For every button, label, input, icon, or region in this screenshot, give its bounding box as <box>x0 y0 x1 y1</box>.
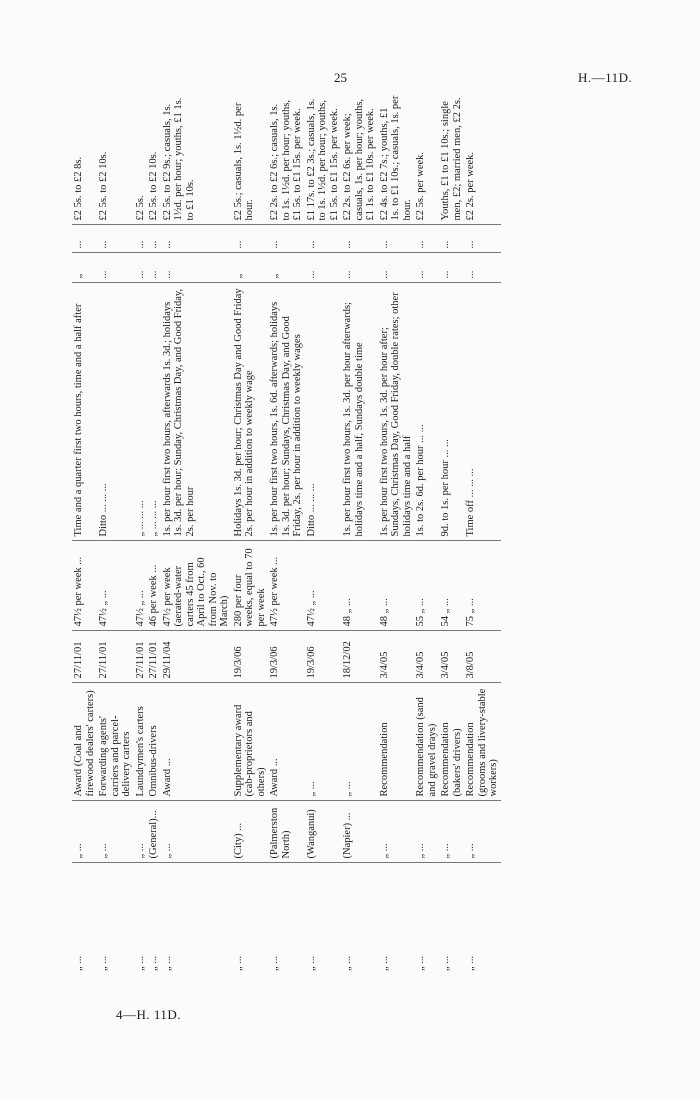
industry-cell: „ ... <box>232 955 244 971</box>
hours-cell: 280 per four weeks, equal to 70 per week <box>232 541 269 631</box>
instrument-cell: „ ... <box>305 683 342 801</box>
instrument-cell: Award ... <box>268 683 305 801</box>
blank-col-2-cell: ... <box>97 225 134 253</box>
instrument-cell: Recommendation (grooms and livery-stable workers) <box>464 683 501 801</box>
instrument-cell: Laundrymen's carters <box>134 683 148 801</box>
wage-cell: £2 5s. to £2 9s.; casuals, 1s. 1½d. per hour; youths, £1 1s. to £1 10s. <box>161 90 232 225</box>
blank-col-2-cell: ... <box>147 225 161 253</box>
industry-cell: „ ... <box>415 955 426 971</box>
date-cell: 3/8/05 <box>464 631 501 683</box>
wage-cell: Youths, £1 to £1 10s.; single men, £2; married men, £2 2s. <box>439 90 464 225</box>
hours-cell: 54 „ ... <box>439 541 464 631</box>
industry-cell: „ ... <box>98 955 109 971</box>
instrument-cell: „ ... <box>341 683 378 801</box>
industry-cell: „ ... <box>305 955 317 971</box>
locality-cell: „ ... <box>72 801 97 863</box>
overtime-cell: Holidays 1s. 3d. per hour; Christmas Day and Good Friday 2s. per hour in addition to weekly wage <box>232 283 269 541</box>
locality-cell: „ ... <box>439 801 464 863</box>
date-cell: 3/4/05 <box>378 631 415 683</box>
hours-cell: 47½ per week ... <box>268 541 305 631</box>
hours-cell: 47½ per week (aerated-water carters 45 from April to Oct., 60 from Nov. to March) <box>161 541 232 631</box>
locality-cell: (General)... <box>147 801 161 863</box>
document-code: H.—11D. <box>578 70 633 85</box>
blank-col-1-cell: ... <box>378 253 415 283</box>
table-row <box>414 90 439 975</box>
table-row <box>439 90 464 975</box>
instrument-cell: Omnibus-drivers <box>147 683 161 801</box>
page-header <box>0 62 700 92</box>
hours-cell: 47½ per week ... <box>72 541 97 631</box>
date-cell: 27/11/01 <box>72 631 97 683</box>
blank-col-2-cell: ... <box>341 225 378 253</box>
date-cell: 19/3/06 <box>268 631 305 683</box>
date-cell: 18/12/02 <box>341 631 378 683</box>
wage-cell: £2 5s. to £2 8s. <box>72 90 97 225</box>
hours-cell: 75 „ ... <box>464 541 501 631</box>
table-row <box>232 90 269 975</box>
instrument-cell: Recommendation <box>378 683 415 801</box>
instrument-cell: Award ... <box>161 683 232 801</box>
blank-col-2-cell: ... <box>305 225 342 253</box>
footer-signature: 4—H. 11D. <box>116 1007 182 1022</box>
overtime-cell: 1s. per hour first two hours, afterwards 1s. 3d.; holidays 1s. 3d. per hour; Sunday, Christmas Day, and Good Friday, 2s. per hour <box>161 283 232 541</box>
table-row <box>305 90 342 975</box>
blank-col-1-cell: „ <box>268 253 305 283</box>
locality-cell: „ ... <box>97 801 134 863</box>
industry-cell: „ ... <box>134 955 146 971</box>
blank-col-1-cell: „ <box>72 253 97 283</box>
table-row <box>268 90 305 975</box>
industry-cell: „ ... <box>161 955 173 971</box>
locality-cell: „ ... <box>464 801 501 863</box>
page-number: 25 <box>334 70 347 85</box>
hours-cell: 47½ „ ... <box>97 541 134 631</box>
overtime-cell: 1s. to 2s. 6d. per hour ... ... <box>414 283 439 541</box>
blank-col-1-cell: ... <box>439 253 464 283</box>
blank-col-2-cell: ... <box>378 225 415 253</box>
overtime-cell: „ ... ... ... <box>134 283 148 541</box>
locality-cell: (City) ... <box>232 801 269 863</box>
wage-cell: £2 5s. <box>134 90 148 225</box>
locality-cell: „ ... <box>134 801 148 863</box>
overtime-cell: Time off ... ... ... <box>464 283 501 541</box>
blank-col-1-cell: ... <box>341 253 378 283</box>
locality-cell: „ ... <box>378 801 415 863</box>
blank-col-1-cell: ... <box>134 253 148 283</box>
industry-cell: „ ... <box>378 955 390 971</box>
hours-cell: 47½ „ ... <box>134 541 148 631</box>
blank-col-2-cell: ... <box>161 225 232 253</box>
blank-col-2-cell: ... <box>232 225 269 253</box>
hours-cell: 55 „ ... <box>414 541 439 631</box>
instrument-cell: Recommendation (sand and gravel drays) <box>414 683 439 801</box>
blank-col-1-cell: „ <box>232 253 269 283</box>
wage-cell: £2 5s. per week. <box>414 90 439 225</box>
rotated-wage-table <box>72 90 572 975</box>
industry-cell: „ ... <box>269 955 280 971</box>
locality-cell: „ ... <box>414 801 439 863</box>
blank-col-2-cell: ... <box>268 225 305 253</box>
overtime-cell: 1s. per hour first two hours, 1s. 3d. per hour after; Sundays, Christmas Day, Good Friday, double rates; other holidays time and a half <box>378 283 415 541</box>
date-cell: 19/3/06 <box>305 631 342 683</box>
instrument-cell: Award (Coal and firewood dealers' carters) <box>72 683 97 801</box>
overtime-cell: „ ... ... ... <box>147 283 161 541</box>
overtime-cell: 1s. per hour first two hours, 1s. 3d. per hour afterwards; holidays time and a half, Sundays double time <box>341 283 378 541</box>
overtime-cell: Time and a quarter first two hours, time and a half after <box>72 283 97 541</box>
date-cell: 3/4/05 <box>414 631 439 683</box>
date-cell: 27/11/01 <box>134 631 148 683</box>
table-row <box>147 90 161 975</box>
hours-cell: 47½ „ ... <box>305 541 342 631</box>
table-row <box>378 90 415 975</box>
industry-cell: „ ... <box>73 955 84 971</box>
hours-cell: 46 per week ... <box>147 541 161 631</box>
blank-col-1-cell: ... <box>97 253 134 283</box>
blank-col-1-cell: ... <box>161 253 232 283</box>
industry-cell: „ ... <box>342 955 353 971</box>
date-cell: 3/4/05 <box>439 631 464 683</box>
wage-cell: £2 5s. to £2 10s. <box>97 90 134 225</box>
wage-cell: £2 4s. to £2 7s.; youths, £1 1s. to £1 10s.; casuals, 1s. per hour. <box>378 90 415 225</box>
overtime-cell: 9d. to 1s. per hour ... ... <box>439 283 464 541</box>
wage-table <box>72 90 501 975</box>
date-cell: 19/3/06 <box>232 631 269 683</box>
blank-col-1-cell: ... <box>414 253 439 283</box>
overtime-cell: Ditto ... ... ... <box>97 283 134 541</box>
wage-cell: £2 2s. to £2 6s.; casuals, 1s. to 1s. 1½d. per hour; youths, £1 5s. to £1 15s. per week. <box>268 90 305 225</box>
table-row <box>341 90 378 975</box>
instrument-cell: Forwarding agents' carriers and parcel-delivery carters <box>97 683 134 801</box>
blank-col-2-cell: ... <box>439 225 464 253</box>
overtime-cell: Ditto ... ... ... <box>305 283 342 541</box>
table-row <box>134 90 148 975</box>
blank-col-1-cell: ... <box>147 253 161 283</box>
date-cell: 27/11/01 <box>147 631 161 683</box>
table-body <box>72 90 501 975</box>
table-row <box>72 90 97 975</box>
table-row <box>97 90 134 975</box>
instrument-cell: Supplementary award (cab-proprietors and others) <box>232 683 269 801</box>
hours-cell: 48 „ ... <box>341 541 378 631</box>
locality-cell: „ ... <box>161 801 232 863</box>
hours-cell: 48 „ ... <box>378 541 415 631</box>
instrument-cell: Recommendation (bakers' drivers) <box>439 683 464 801</box>
table-row <box>464 90 501 975</box>
wage-cell: £2 5s.; casuals, 1s. 1½d. per hour. <box>232 90 269 225</box>
industry-cell: „ ... <box>440 955 451 971</box>
date-cell: 29/11/04 <box>161 631 232 683</box>
locality-cell: (Wanganui) <box>305 801 342 863</box>
blank-col-2-cell: ... <box>464 225 501 253</box>
wage-cell: £2 5s. to £2 10s. <box>147 90 161 225</box>
blank-col-1-cell: ... <box>305 253 342 283</box>
table-row <box>161 90 232 975</box>
locality-cell: (Napier) ... <box>341 801 378 863</box>
locality-cell: (Palmerston North) <box>268 801 305 863</box>
blank-col-2-cell: ... <box>134 225 148 253</box>
wage-cell: £2 2s. per week. <box>464 90 501 225</box>
overtime-cell: 1s. per hour first two hours, 1s. 6d. afterwards; holidays 1s. 3d. per hour; Sundays, Christmas Day, and Good Friday, 2s. per hour in addition to weekly wages <box>268 283 305 541</box>
wage-cell: £2 2s. to £2 6s. per week; casuals, 1s. per hour; youths, £1 1s. to £1 10s. per week. <box>341 90 378 225</box>
blank-col-2-cell: ... <box>414 225 439 253</box>
industry-cell: „ ... <box>148 955 159 971</box>
blank-col-2-cell: ... <box>72 225 97 253</box>
wage-cell: £1 17s. to £2 3s.; casuals, 1s. to 1s. 1½d. per hour; youths, £1 5s. to £1 15s. per week. <box>305 90 342 225</box>
date-cell: 27/11/01 <box>97 631 134 683</box>
industry-cell: „ ... <box>465 955 476 971</box>
blank-col-1-cell: ... <box>464 253 501 283</box>
